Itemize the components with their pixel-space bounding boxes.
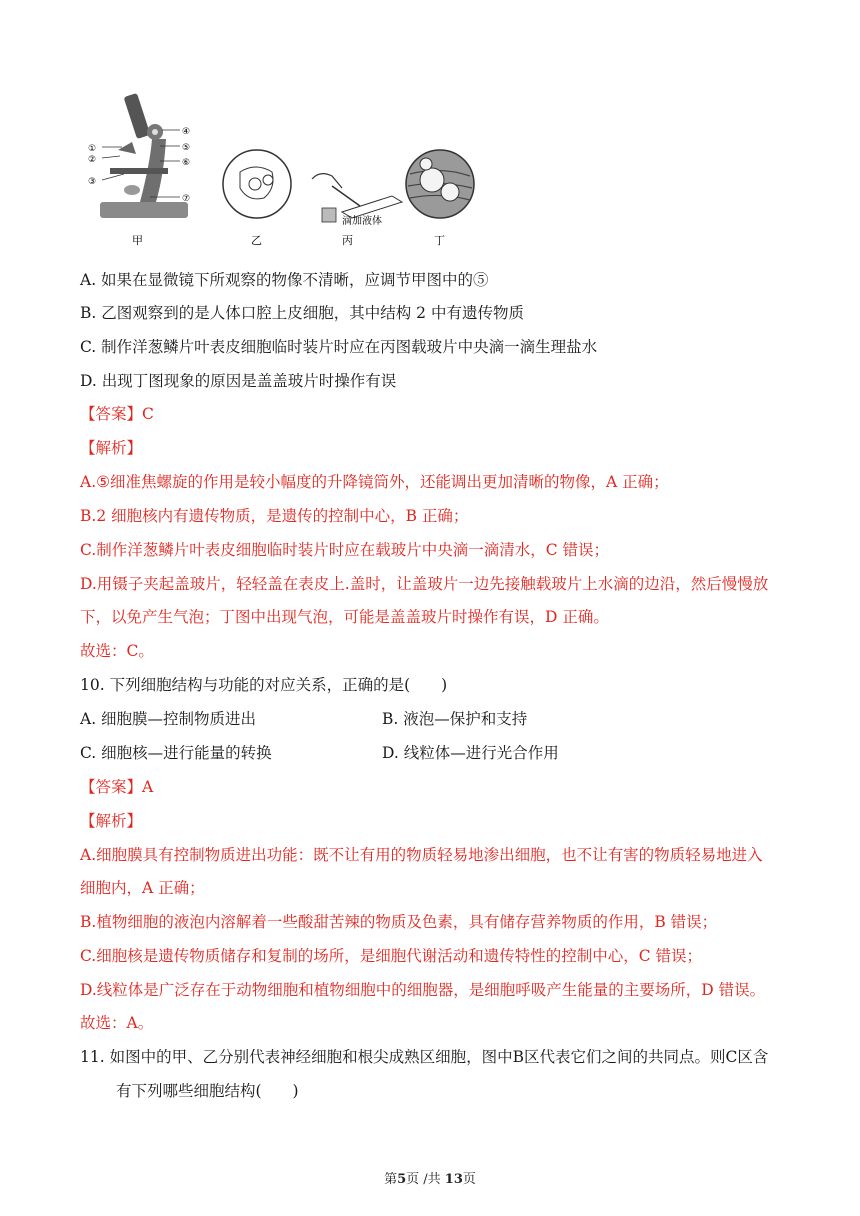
q11-stem-line2: 有下列哪些细胞结构( ) <box>116 1082 299 1100</box>
q9-answer: 【答案】C <box>80 405 154 423</box>
q9-choose: 故选：C。 <box>80 642 154 660</box>
q9-option-d: D. 出现丁图现象的原因是盖盖玻片时操作有误 <box>80 372 397 390</box>
part-label: ② <box>88 155 97 165</box>
q10-analysis-line: C.细胞核是遗传物质储存和复制的场所，是细胞代谢活动和遗传特性的控制中心，C 错误； <box>80 947 703 965</box>
part-label: ④ <box>182 127 191 137</box>
q9-analysis-line: D.用镊子夹起盖玻片，轻轻盖在表皮上.盖时，让盖玻片一边先接触载玻片上水滴的边沿，然后慢慢放 <box>80 575 769 593</box>
microscope-drawing <box>88 93 190 247</box>
footer-suffix: 页 <box>462 1172 476 1187</box>
q10-analysis-line: A.细胞膜具有控制物质进出功能：既不让有用的物质轻易地渗出细胞，也不让有害的物质轻易地进入 <box>80 846 763 864</box>
part-label: ③ <box>88 177 97 187</box>
q9-analysis-line: C.制作洋葱鳞片叶表皮细胞临时装片时应在载玻片中央滴一滴清水，C 错误； <box>80 541 610 559</box>
figure-svg <box>80 84 480 254</box>
q10-option-a: A. 细胞膜—控制物质进出 <box>80 710 257 728</box>
q10-analysis-line: B.植物细胞的液泡内溶解着一些酸甜苦辣的物质及色素，具有储存营养物质的作用，B 错误； <box>80 913 718 931</box>
q9-analysis-line: A.⑤细准焦螺旋的作用是较小幅度的升降镜筒外，还能调出更加清晰的物像，A 正确； <box>80 473 669 491</box>
q9-analysis-line: 下，以免产生气泡；丁图中出现气泡，可能是盖盖玻片时操作有误，D 正确。 <box>80 608 609 626</box>
footer-prefix: 第 <box>384 1172 398 1187</box>
cell-drawing <box>223 150 291 247</box>
q10-stem: 10. 下列细胞结构与功能的对应关系，正确的是( ) <box>80 676 448 694</box>
q10-option-c: C. 细胞核—进行能量的转换 <box>80 744 272 762</box>
q9-option-a: A. 如果在显微镜下所观察的物像不清晰，应调节甲图中的⑤ <box>80 271 489 289</box>
part-label: ⑦ <box>182 194 191 204</box>
figure-label-jia: 甲 <box>132 234 143 247</box>
q9-option-c: C. 制作洋葱鳞片叶表皮细胞临时装片时应在丙图载玻片中央滴一滴生理盐水 <box>80 338 598 356</box>
footer-total-pages: 13 <box>444 1172 463 1187</box>
bubble-view-drawing <box>406 150 474 247</box>
part-label: ① <box>88 144 97 154</box>
q9-analysis-line: B.2 细胞核内有遗传物质，是遗传的控制中心，B 正确； <box>80 507 469 525</box>
part-label: ⑥ <box>182 158 191 168</box>
slide-drawing <box>312 174 402 247</box>
footer-page-number: 5 <box>397 1172 407 1187</box>
q10-option-d: D. 线粒体—进行光合作用 <box>382 744 559 762</box>
q10-analysis-line: D.线粒体是广泛存在于动物细胞和植物细胞中的细胞器，是细胞呼吸产生能量的主要场所，D 错误。 <box>80 981 766 999</box>
q10-answer: 【答案】A <box>80 778 154 796</box>
experiment-figure <box>80 84 480 254</box>
q11-stem-line1: 11. 如图中的甲、乙分别代表神经细胞和根尖成熟区细胞，图中B区代表它们之间的共同点。则C区含 <box>80 1048 769 1066</box>
figure-label-ding: 丁 <box>434 234 445 247</box>
part-label: ⑤ <box>182 143 191 153</box>
q10-choose: 故选：A。 <box>80 1014 154 1032</box>
page-footer <box>0 1168 860 1187</box>
drop-label: 滴加液体 <box>342 216 382 227</box>
q10-option-b: B. 液泡—保护和支持 <box>382 710 528 728</box>
q10-analysis-title: 【解析】 <box>80 812 143 830</box>
q9-option-b: B. 乙图观察到的是人体口腔上皮细胞，其中结构 2 中有遗传物质 <box>80 304 524 322</box>
q9-analysis-title: 【解析】 <box>80 439 143 457</box>
q10-analysis-line: 细胞内，A 正确； <box>80 879 205 897</box>
figure-label-yi: 乙 <box>251 234 262 247</box>
figure-label-bing: 丙 <box>342 234 353 247</box>
footer-mid: 页 /共 <box>406 1172 445 1187</box>
